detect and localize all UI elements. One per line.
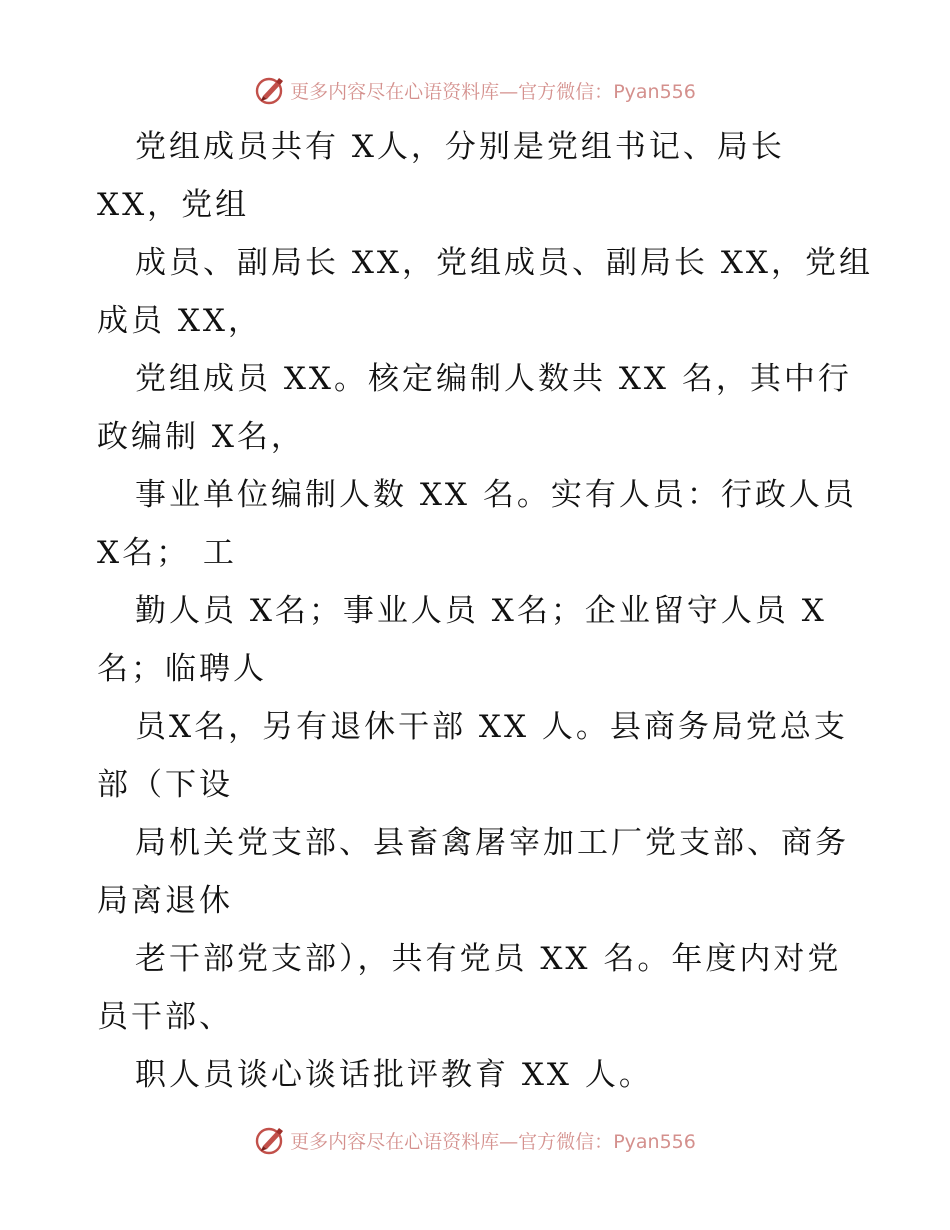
- text-line: 事业单位编制人数 XX 名。实有人员：行政人员: [135, 477, 857, 513]
- text-line: 部（下设: [97, 767, 233, 803]
- text-line: 党组成员 XX。核定编制人数共 XX 名，其中行: [135, 361, 852, 397]
- watermark-label: 官方微信：: [518, 80, 614, 103]
- text-line: 勤人员 X名；事业人员 X名；企业留守人员 X: [135, 593, 827, 629]
- watermark-cn: 更多内容尽在心语资料库: [290, 1130, 500, 1153]
- pen-logo-icon: [254, 1124, 286, 1156]
- text-line: XX，党组: [97, 187, 250, 223]
- watermark-label: 官方微信：: [518, 1130, 614, 1153]
- pen-logo-icon: [254, 74, 286, 106]
- text-line: 成员、副局长 XX，党组成员、副局长 XX，党组: [135, 245, 873, 281]
- header-watermark: [0, 70, 950, 110]
- watermark-separator: —: [499, 1130, 519, 1153]
- text-line: 党组成员共有 X人，分别是党组书记、局长: [135, 129, 785, 165]
- watermark-text: [290, 1127, 696, 1154]
- text-line: 局离退休: [97, 883, 233, 919]
- footer-watermark: [0, 1120, 950, 1160]
- text-line: 成员 XX，: [97, 303, 262, 339]
- text-line: 政编制 X名，: [97, 419, 305, 455]
- text-line: 员干部、: [97, 999, 233, 1035]
- text-line: X名； 工: [97, 535, 237, 571]
- text-line: 职人员谈心谈话批评教育 XX 人。: [135, 1057, 653, 1093]
- watermark-cn: 更多内容尽在心语资料库: [290, 80, 500, 103]
- document-body: [97, 118, 873, 1104]
- watermark-handle: Pyan556: [613, 80, 696, 103]
- watermark-text: [290, 77, 696, 104]
- text-line: 名；临聘人: [97, 651, 267, 687]
- text-line: 局机关党支部、县畜禽屠宰加工厂党支部、商务: [135, 825, 849, 861]
- watermark-handle: Pyan556: [613, 1130, 696, 1153]
- watermark-separator: —: [499, 80, 519, 103]
- text-line: 老干部党支部），共有党员 XX 名。年度内对党: [135, 941, 842, 977]
- text-line: 员X名，另有退休干部 XX 人。县商务局党总支: [135, 709, 848, 745]
